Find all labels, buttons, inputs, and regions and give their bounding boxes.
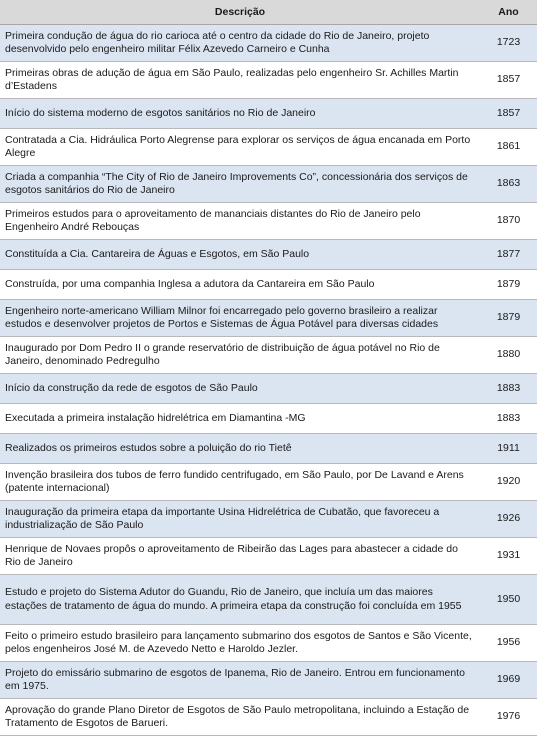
- row-year: 1931: [480, 538, 537, 575]
- table-row: [0, 662, 537, 699]
- row-description: Inaugurado por Dom Pedro II o grande reservatório de distribuição de água potável no Rio de Janeiro, denominado Pedregulho: [0, 337, 480, 374]
- row-description: Inauguração da primeira etapa da importante Usina Hidrelétrica de Cubatão, que favoreceu a industrialização de São Paulo: [0, 501, 480, 538]
- row-description: Engenheiro norte-americano William Milnor foi encarregado pelo governo brasileiro a realizar estudos e desenvolver projetos de Portos e Sistemas de Água Potável para diversas cidades: [0, 300, 480, 337]
- row-year: 1870: [480, 203, 537, 240]
- row-year: 1883: [480, 374, 537, 404]
- header-year: Ano: [480, 0, 537, 25]
- row-year: 1857: [480, 62, 537, 99]
- table-row: [0, 501, 537, 538]
- row-description: Henrique de Novaes propôs o aproveitamento de Ribeirão das Lages para abastecer a cidade do Rio de Janeiro: [0, 538, 480, 575]
- row-description: Contratada a Cia. Hidráulica Porto Alegrense para explorar os serviços de água encanada em Porto Alegre: [0, 129, 480, 166]
- row-description: Aprovação do grande Plano Diretor de Esgotos de São Paulo metropolitana, incluindo a Estação de Tratamento de Esgotos de Barueri.: [0, 699, 480, 736]
- row-description: Primeiras obras de adução de água em São Paulo, realizadas pelo engenheiro Sr. Achilles Martin d’Estadens: [0, 62, 480, 99]
- table-row: [0, 240, 537, 270]
- table-row: [0, 203, 537, 240]
- table-row: [0, 270, 537, 300]
- row-description: Primeira condução de água do rio carioca até o centro da cidade do Rio de Janeiro, projeto desenvolvido pelo engenheiro militar Félix Azevedo Carneiro e Cunha: [0, 25, 480, 62]
- table-row: [0, 374, 537, 404]
- table-row: [0, 625, 537, 662]
- row-year: 1911: [480, 434, 537, 464]
- table-row: [0, 337, 537, 374]
- row-description: Início do sistema moderno de esgotos sanitários no Rio de Janeiro: [0, 99, 480, 129]
- table-row: [0, 699, 537, 736]
- row-year: 1877: [480, 240, 537, 270]
- row-description: Estudo e projeto do Sistema Adutor do Guandu, Rio de Janeiro, que incluía um das maiores estações de tratamento de água do mundo. A primeira etapa da construção foi concluída em 1955: [0, 575, 480, 625]
- row-description: Construída, por uma companhia Inglesa a adutora da Cantareira em São Paulo: [0, 270, 480, 300]
- table-row: [0, 129, 537, 166]
- table-row: [0, 25, 537, 62]
- row-description: Criada a companhia “The City of Rio de Janeiro Improvements Co”, concessionária dos serviços de esgotos sanitários do Rio de Janeiro: [0, 166, 480, 203]
- row-year: 1956: [480, 625, 537, 662]
- table-row: [0, 434, 537, 464]
- row-description: Feito o primeiro estudo brasileiro para lançamento submarino dos esgotos de Santos e São Vicente, pelos engenheiros José M. de Azevedo Netto e Haroldo Jezler.: [0, 625, 480, 662]
- row-year: 1976: [480, 699, 537, 736]
- row-year: 1879: [480, 270, 537, 300]
- table-row: [0, 300, 537, 337]
- row-year: 1723: [480, 25, 537, 62]
- header-row: [0, 0, 537, 25]
- table-row: [0, 464, 537, 501]
- row-description: Primeiros estudos para o aproveitamento de mananciais distantes do Rio de Janeiro pelo Engenheiro André Rebouças: [0, 203, 480, 240]
- row-year: 1883: [480, 404, 537, 434]
- row-year: 1920: [480, 464, 537, 501]
- row-year: 1950: [480, 575, 537, 625]
- row-description: Início da construção da rede de esgotos de São Paulo: [0, 374, 480, 404]
- row-year: 1969: [480, 662, 537, 699]
- row-description: Constituída a Cia. Cantareira de Águas e Esgotos, em São Paulo: [0, 240, 480, 270]
- row-description: Invenção brasileira dos tubos de ferro fundido centrifugado, em São Paulo, por De Lavand e Arens (patente internacional): [0, 464, 480, 501]
- table-row: [0, 166, 537, 203]
- header-description: Descrição: [0, 0, 480, 25]
- table-row: [0, 99, 537, 129]
- row-description: Executada a primeira instalação hidrelétrica em Diamantina -MG: [0, 404, 480, 434]
- row-year: 1861: [480, 129, 537, 166]
- table-row: [0, 404, 537, 434]
- row-year: 1863: [480, 166, 537, 203]
- row-year: 1880: [480, 337, 537, 374]
- row-year: 1926: [480, 501, 537, 538]
- row-description: Realizados os primeiros estudos sobre a poluição do rio Tietê: [0, 434, 480, 464]
- row-year: 1857: [480, 99, 537, 129]
- row-description: Projeto do emissário submarino de esgotos de Ipanema, Rio de Janeiro. Entrou em funcionamento em 1975.: [0, 662, 480, 699]
- table-row: [0, 62, 537, 99]
- table-row: [0, 575, 537, 625]
- row-year: 1879: [480, 300, 537, 337]
- table-row: [0, 538, 537, 575]
